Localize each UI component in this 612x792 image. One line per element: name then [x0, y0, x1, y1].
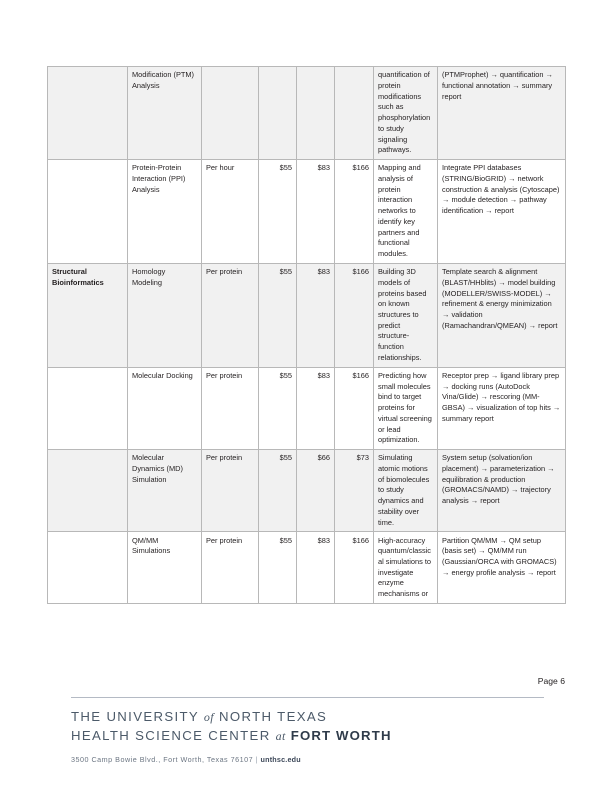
cell-price-1: $55: [259, 367, 297, 449]
cell-service: Molecular Dynamics (MD) Simulation: [128, 449, 202, 531]
cell-description: High-accuracy quantum/classical simulations to investigate enzyme mechanisms or: [374, 532, 438, 604]
cell-price-1: [259, 67, 297, 160]
footer: [71, 708, 551, 764]
cell-price-2: $83: [297, 532, 335, 604]
cell-unit: Per protein: [202, 449, 259, 531]
institution-logo-line-2: [71, 727, 551, 745]
cell-description: Mapping and analysis of protein interaction networks to identify key partners and functional modules.: [374, 160, 438, 264]
cell-workflow: System setup (solvation/ion placement) → parameterization → equilibration & production (GROMACS/NAMD) → trajectory analysis → report: [438, 449, 566, 531]
cell-unit: Per protein: [202, 263, 259, 367]
cell-category: [48, 367, 128, 449]
cell-price-3: [335, 67, 374, 160]
cell-category: [48, 160, 128, 264]
logo-text-fort-worth: FORT WORTH: [290, 728, 392, 743]
table-row: [48, 367, 566, 449]
cell-unit: Per protein: [202, 532, 259, 604]
cell-unit: Per hour: [202, 160, 259, 264]
cell-service: Molecular Docking: [128, 367, 202, 449]
footer-address: 3500 Camp Bowie Blvd., Fort Worth, Texas 76107: [71, 755, 254, 764]
cell-price-2: $83: [297, 367, 335, 449]
pricing-table-body: [48, 67, 566, 604]
cell-unit: [202, 67, 259, 160]
cell-service: Modification (PTM) Analysis: [128, 67, 202, 160]
table-row: [48, 160, 566, 264]
cell-price-1: $55: [259, 532, 297, 604]
cell-description: quantification of protein modifications such as phosphorylation to study signaling pathways.: [374, 67, 438, 160]
cell-category: Structural Bioinformatics: [48, 263, 128, 367]
cell-price-2: [297, 67, 335, 160]
logo-text-at: at: [275, 729, 286, 743]
cell-category: [48, 449, 128, 531]
cell-description: Simulating atomic motions of biomolecules to study dynamics and stability over time.: [374, 449, 438, 531]
cell-category: [48, 532, 128, 604]
cell-price-2: $83: [297, 160, 335, 264]
cell-workflow: Partition QM/MM → QM setup (basis set) → QM/MM run (Gaussian/ORCA with GROMACS) → energy profile analysis → report: [438, 532, 566, 604]
cell-price-3: $166: [335, 263, 374, 367]
footer-website-link[interactable]: unthsc.edu: [260, 755, 301, 764]
logo-text-north-texas: NORTH TEXAS: [219, 709, 328, 724]
cell-workflow: Integrate PPI databases (STRING/BioGRID) → network construction & analysis (Cytoscape) → module detection → pathway identification → report: [438, 160, 566, 264]
cell-price-2: $83: [297, 263, 335, 367]
page-number: Page 6: [537, 676, 565, 686]
pricing-table-container: [47, 66, 565, 604]
cell-description: Building 3D models of proteins based on known structures to predict structure-function relationships.: [374, 263, 438, 367]
logo-text-of: of: [203, 710, 214, 724]
logo-text-health-science-center: HEALTH SCIENCE CENTER: [71, 728, 271, 743]
cell-price-3: $166: [335, 160, 374, 264]
table-row: [48, 449, 566, 531]
cell-price-1: $55: [259, 263, 297, 367]
cell-price-1: $55: [259, 449, 297, 531]
pricing-table: [47, 66, 566, 604]
cell-service: QM/MM Simulations: [128, 532, 202, 604]
cell-workflow: Receptor prep → ligand library prep → docking runs (AutoDock Vina/Glide) → rescoring (MM-GBSA) → visualization of top hits → summary report: [438, 367, 566, 449]
table-row: [48, 532, 566, 604]
cell-price-3: $166: [335, 367, 374, 449]
table-row: [48, 263, 566, 367]
logo-text-the-university: THE UNIVERSITY: [71, 709, 199, 724]
footer-divider: [71, 697, 544, 698]
cell-unit: Per protein: [202, 367, 259, 449]
cell-price-3: $166: [335, 532, 374, 604]
cell-category: [48, 67, 128, 160]
cell-workflow: Template search & alignment (BLAST/HHblits) → model building (MODELLER/SWISS-MODEL) → refinement & energy minimization → validation (Ramachandran/QMEAN) → report: [438, 263, 566, 367]
cell-description: Predicting how small molecules bind to target proteins for virtual screening or lead optimization.: [374, 367, 438, 449]
table-row: [48, 67, 566, 160]
cell-workflow: (PTMProphet) → quantification → functional annotation → summary report: [438, 67, 566, 160]
footer-address-line: [71, 755, 551, 764]
footer-separator: |: [255, 755, 259, 764]
cell-price-3: $73: [335, 449, 374, 531]
cell-service: Homology Modeling: [128, 263, 202, 367]
cell-price-1: $55: [259, 160, 297, 264]
cell-price-2: $66: [297, 449, 335, 531]
institution-logo-line-1: [71, 708, 551, 726]
cell-service: Protein-Protein Interaction (PPI) Analysis: [128, 160, 202, 264]
